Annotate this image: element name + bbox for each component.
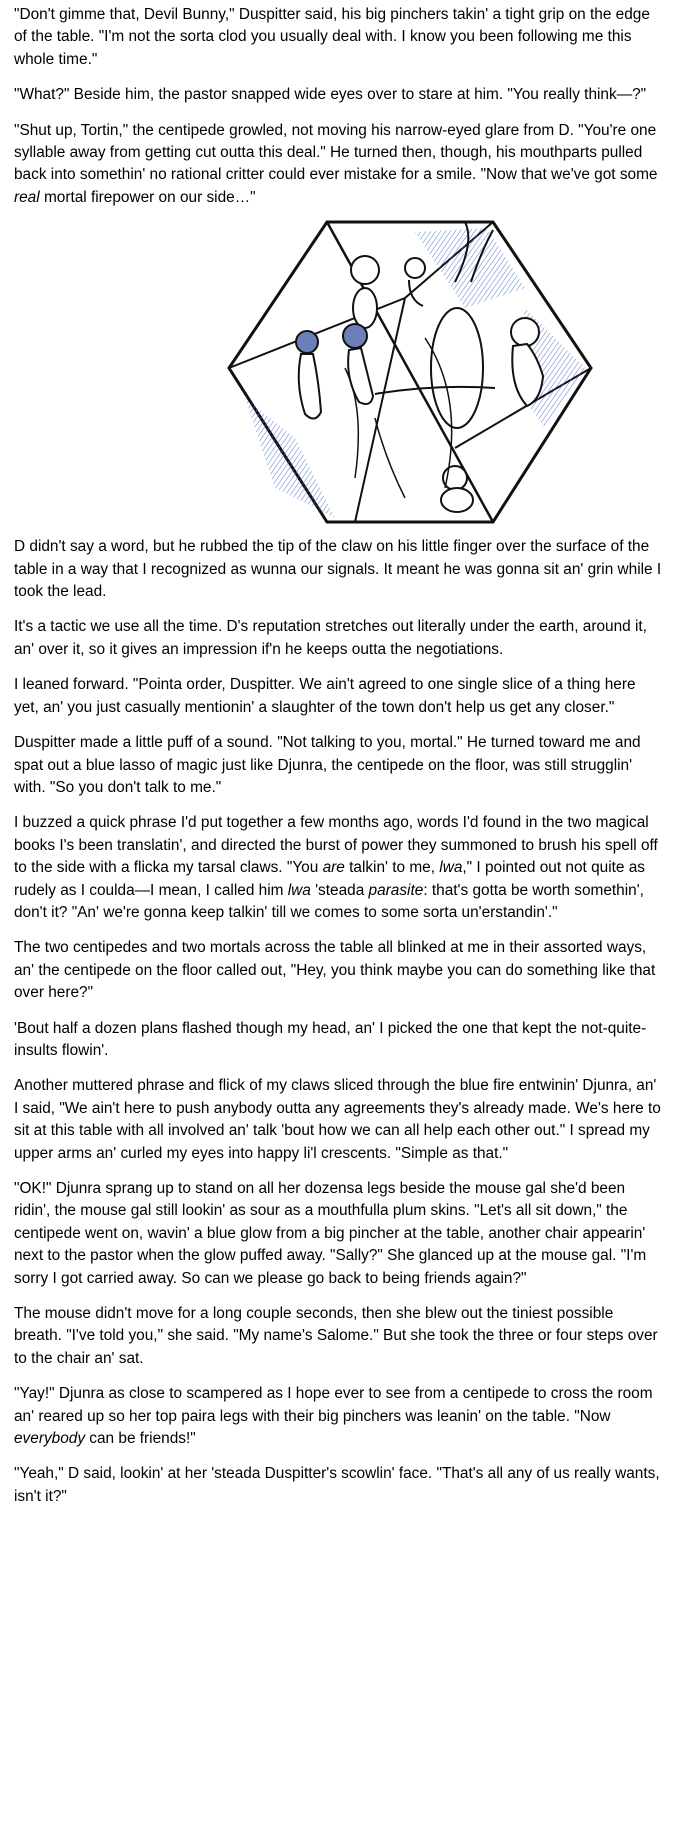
story-paragraph xyxy=(14,4,664,71)
story-paragraph xyxy=(14,1178,664,1290)
hexagon-drawing xyxy=(225,218,595,526)
paragraph-text: mortal firepower on our side…" xyxy=(39,188,256,206)
emphasis-text: real xyxy=(14,188,40,206)
emphasis-text: lwa xyxy=(439,859,463,877)
hexagon-illustration xyxy=(225,218,595,526)
paragraph-text: : that's gotta be worth somethin', don't it? "An' we're gonna keep talkin' till we comes to some sorta un'erstandin'." xyxy=(14,881,644,921)
paragraph-text: "OK!" Djunra sprang up to stand on all her dozensa legs beside the mouse gal she'd been ridin', the mouse gal still lookin' as sour as a mouthfulla plum skins. "Let's all sit down," the centipede went on, wavin' a blue glow from a big pincher at the table, another chair appearin' next to the pastor when the glow puffed away. "Sally?" She glanced up at the mouse gal. "I'm sorry I got carried away. So can we please go back to being friends again?" xyxy=(14,1180,647,1287)
paragraph-text: "Shut up, Tortin," the centipede growled, not moving his narrow-eyed glare from D. "You're one syllable away from getting cut outta this deal." He turned then, though, his mouthparts pulled back into somethin' no rational critter could ever mistake for a smile. "Now that we've got some xyxy=(14,121,658,184)
emphasis-text: lwa xyxy=(287,881,311,899)
story-text xyxy=(14,4,664,1521)
story-paragraph xyxy=(14,84,664,106)
paragraph-text: It's a tactic we use all the time. D's reputation stretches out literally under the earth, around it, an' over it, so it gives an impression if'n he keeps outta the negotiations. xyxy=(14,618,647,658)
story-paragraph xyxy=(14,1383,664,1450)
story-paragraph xyxy=(14,1075,664,1165)
paragraph-text: can be friends!" xyxy=(85,1430,196,1448)
story-paragraph xyxy=(14,937,664,1004)
paragraph-text: "Yeah," D said, lookin' at her 'steada Duspitter's scowlin' face. "That's all any of us really wants, isn't it?" xyxy=(14,1465,660,1505)
story-paragraph xyxy=(14,732,664,799)
paragraph-text: The mouse didn't move for a long couple seconds, then she blew out the tiniest possible breath. "I've told you," she said. "My name's Salome." But she took the three or four steps over to the chair an' sat. xyxy=(14,1305,658,1367)
emphasis-text: everybody xyxy=(14,1430,86,1448)
paragraph-text: D didn't say a word, but he rubbed the tip of the claw on his little finger over the surface of the table in a way that I recognized as wunna our signals. It meant he was gonna sit an' grin while I took the lead. xyxy=(14,538,662,601)
story-paragraph xyxy=(14,120,664,210)
paragraph-text: "What?" Beside him, the pastor snapped wide eyes over to stare at him. "You really think—?" xyxy=(14,86,647,104)
paragraph-text: 'Bout half a dozen plans flashed though my head, an' I picked the one that kept the not-quite-insults flowin'. xyxy=(14,1019,647,1059)
story-paragraph xyxy=(14,674,664,719)
paragraph-text: "Yay!" Djunra as close to scampered as I hope ever to see from a centipede to cross the room an' reared up so her top paira legs with their big pinchers was leanin' on the table. "Now xyxy=(14,1385,653,1425)
story-paragraph xyxy=(14,812,664,924)
story-paragraph xyxy=(14,536,664,603)
paragraph-text: Another muttered phrase and flick of my claws sliced through the blue fire entwinin' Djunra, an' I said, "We ain't here to push anybody outta any agreements they's already made. We's here to sit at this table with all involved an' talk 'bout how we can all help each other out." I spread my upper arms an' curled my eyes into happy li'l crescents. "Simple as that." xyxy=(14,1077,661,1162)
paragraph-text: ," I pointed out not quite as rudely as I coulda—I mean, I called him xyxy=(14,859,645,899)
story-paragraph xyxy=(14,1303,664,1370)
story-paragraph xyxy=(14,616,664,661)
emphasis-text: parasite xyxy=(368,881,424,899)
story-paragraph xyxy=(14,1018,664,1063)
paragraph-text: talkin' to me, xyxy=(344,859,440,877)
paragraph-text: Duspitter made a little puff of a sound. "Not talking to you, mortal." He turned toward me and spat out a blue lasso of magic just like Djunra, the centipede on the floor, was still strugglin' with. "So you don't talk to me." xyxy=(14,734,641,796)
paragraph-text: I buzzed a quick phrase I'd put together a few months ago, words I'd found in the two magical books I's been translatin', and directed the burst of power they summoned to brush his spell off to the side with a flicka my tarsal claws. "You xyxy=(14,814,658,877)
paragraph-text: 'steada xyxy=(310,881,369,899)
paragraph-text: "Don't gimme that, Devil Bunny," Duspitter said, his big pinchers takin' a tight grip on the edge of the table. "I'm not the sorta clod you usually deal with. I know you been following me this whole time." xyxy=(14,6,650,68)
paragraph-text: I leaned forward. "Pointa order, Duspitter. We ain't agreed to one single slice of a thing here yet, an' you just casually mentionin' a slaughter of the town don't help us get any closer." xyxy=(14,676,636,716)
emphasis-text: are xyxy=(322,859,345,877)
paragraph-text: The two centipedes and two mortals across the table all blinked at me in their assorted ways, an' the centipede on the floor called out, "Hey, you think maybe you can do something like that over here?" xyxy=(14,939,656,1002)
story-paragraph xyxy=(14,1463,664,1508)
